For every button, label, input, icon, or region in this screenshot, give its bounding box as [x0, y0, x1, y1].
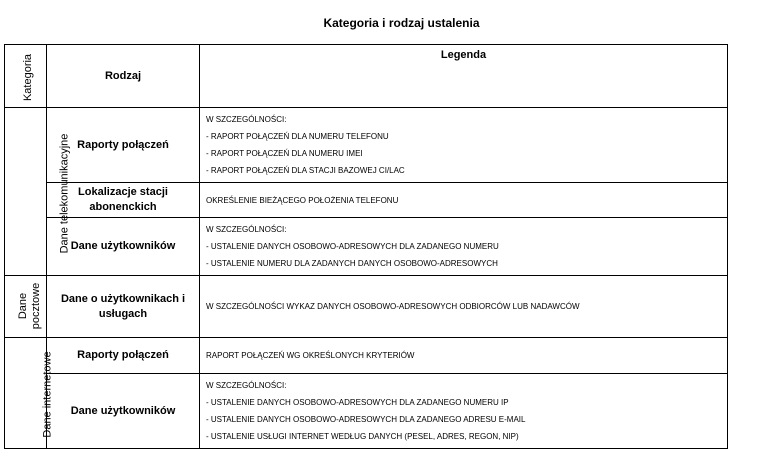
table-row	[5, 183, 728, 218]
header-type: Rodzaj	[47, 45, 200, 108]
table-row	[5, 218, 728, 276]
legend-cell	[200, 338, 728, 374]
table-row	[5, 276, 728, 338]
table-row	[5, 338, 728, 374]
legend-cell	[200, 374, 728, 449]
legend-line: - USTALENIE DANYCH OSOBOWO-ADRESOWYCH DLA ZADANEGO ADRESU E-MAIL	[206, 415, 526, 424]
legend-line: W SZCZEGÓLNOŚCI WYKAZ DANYCH OSOBOWO-ADRESOWYCH ODBIORCÓW LUB NADAWCÓW	[206, 302, 580, 311]
legend-line: - USTALENIE USŁUGI INTERNET WEDŁUG DANYCH (PESEL, ADRES, REGON, NIP)	[206, 432, 519, 441]
type-cell: Raporty połączeń	[47, 338, 200, 374]
category-label: Dane pocztowe	[17, 282, 42, 330]
legend-cell	[200, 183, 728, 218]
legend-line: W SZCZEGÓLNOŚCI:	[206, 381, 287, 390]
type-cell: Lokalizacje stacji abonenckich	[47, 183, 200, 218]
header-legend: Legenda	[200, 45, 728, 108]
legend-line: - USTALENIE DANYCH OSOBOWO-ADRESOWYCH DLA ZADANEGO NUMERU IP	[206, 398, 509, 407]
type-cell: Raporty połączeń	[47, 108, 200, 183]
legend-cell	[200, 108, 728, 183]
page-title: Kategoria i rodzaj ustalenia	[323, 16, 480, 30]
classification-table	[4, 44, 728, 449]
table-row	[5, 374, 728, 449]
legend-line: - RAPORT POŁĄCZEŃ DLA NUMERU TELEFONU	[206, 132, 389, 141]
legend-line: OKREŚLENIE BIEŻĄCEGO POŁOŻENIA TELEFONU	[206, 195, 399, 205]
legend-line: - RAPORT POŁĄCZEŃ DLA STACJI BAZOWEJ CI/LAC	[206, 166, 405, 175]
category-postal	[5, 276, 47, 338]
header-row	[5, 45, 728, 108]
legend-line: - RAPORT POŁĄCZEŃ DLA NUMERU IMEI	[206, 149, 363, 158]
table-row	[5, 108, 728, 183]
type-cell: Dane użytkowników	[47, 374, 200, 449]
legend-line: RAPORT POŁĄCZEŃ WG OKREŚLONYCH KRYTERIÓW	[206, 351, 415, 360]
legend-line: - USTALENIE NUMERU DLA ZADANYCH DANYCH OSOBOWO-ADRESOWYCH	[206, 259, 498, 268]
legend-line: W SZCZEGÓLNOŚCI:	[206, 115, 287, 124]
legend-line: - USTALENIE DANYCH OSOBOWO-ADRESOWYCH DLA ZADANEGO NUMERU	[206, 242, 499, 251]
header-category-label: Kategoria	[22, 53, 35, 102]
legend-line: W SZCZEGÓLNOŚCI:	[206, 225, 287, 234]
header-category	[5, 45, 47, 108]
type-cell: Dane o użytkownikach i usługach	[47, 276, 200, 338]
category-label: Dane telekomunikacyjne	[58, 133, 71, 253]
legend-cell	[200, 218, 728, 276]
legend-cell	[200, 276, 728, 338]
category-label: Dane internetowe	[41, 351, 54, 438]
type-cell: Dane użytkowników	[47, 218, 200, 276]
category-internet	[5, 338, 54, 449]
category-telecom	[5, 108, 71, 276]
